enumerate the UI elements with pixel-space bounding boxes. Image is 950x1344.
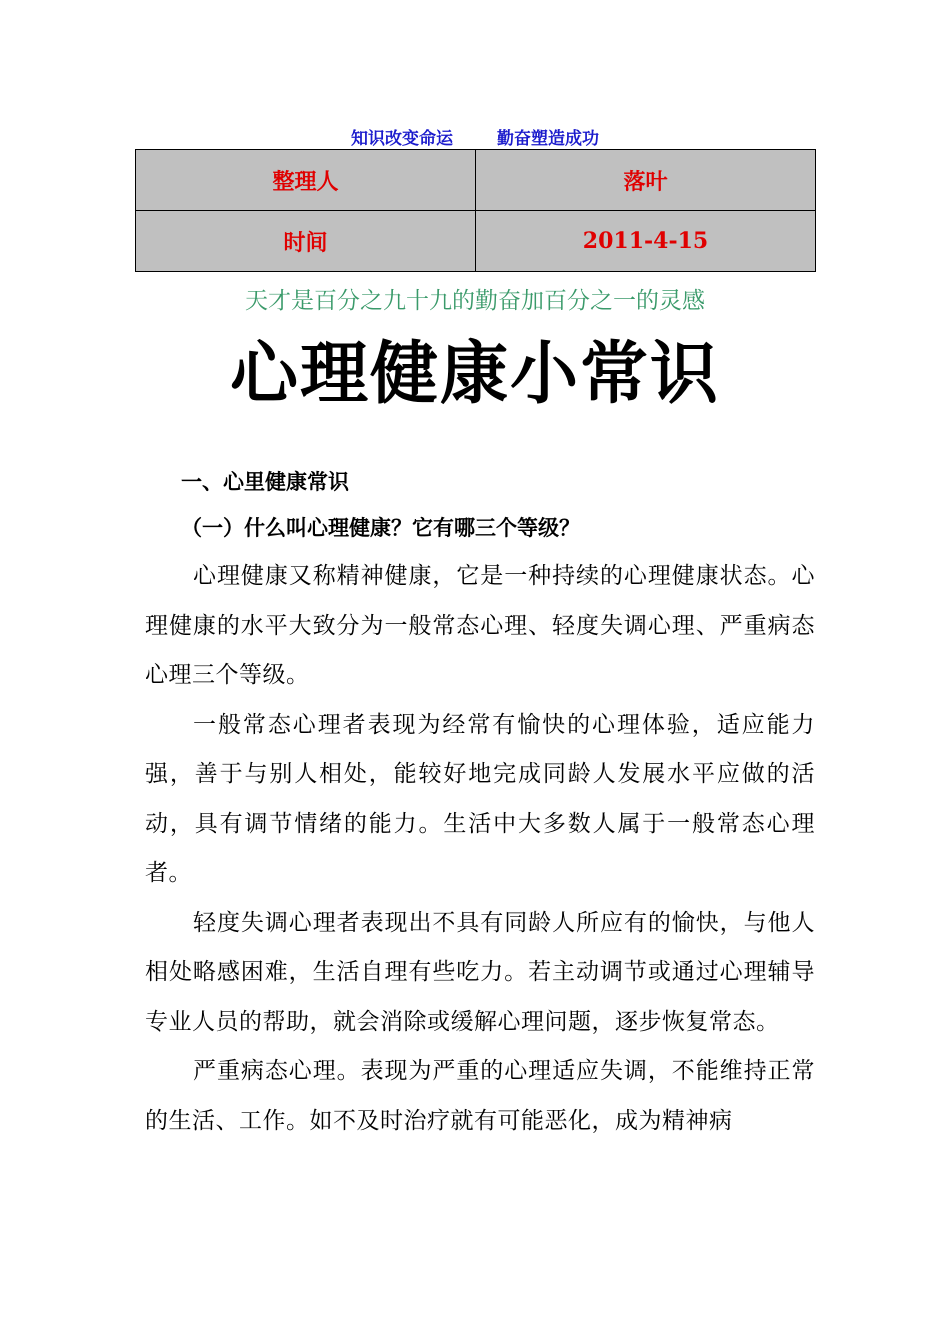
paragraph: 一般常态心理者表现为经常有愉快的心理体验，适应能力强，善于与别人相处，能较好地完成同龄人发展水平应做的活动，具有调节情绪的能力。生活中大多数人属于一般常态心理者。: [145, 711, 815, 886]
section-subheading: （一）什么叫心理健康？它有哪三个等级？: [181, 516, 580, 540]
document-body: [145, 462, 815, 1146]
paragraph: 轻度失调心理者表现出不具有同龄人所应有的愉快，与他人相处略感困难，生活自理有些吃力。若主动调节或通过心理辅导专业人员的帮助，就会消除或缓解心理问题，逐步恢复常态。: [145, 909, 815, 1035]
header-motto: [0, 124, 950, 149]
paragraph: 严重病态心理。表现为严重的心理适应失调，不能维持正常的生活、工作。如不及时治疗就有可能恶化，成为精神病: [145, 1058, 815, 1134]
table-row: [136, 150, 816, 211]
motto-right: 勤奋塑造成功: [497, 129, 599, 149]
motto-left: 知识改变命运: [351, 129, 453, 149]
quote: 天才是百分之九十九的勤奋加百分之一的灵感: [245, 288, 705, 314]
table-row: [136, 211, 816, 272]
compiler-value: 落叶: [476, 150, 816, 211]
page-title: 心理健康小常识: [229, 335, 720, 414]
date-value: 2011-4-15: [476, 211, 816, 272]
paragraph: 心理健康又称精神健康，它是一种持续的心理健康状态。心理健康的水平大致分为一般常态心理、轻度失调心理、严重病态心理三个等级。: [145, 563, 815, 688]
info-table: [135, 149, 816, 272]
section-heading: 一、心里健康常识: [181, 470, 349, 494]
compiler-label: 整理人: [136, 150, 476, 211]
date-label: 时间: [136, 211, 476, 272]
